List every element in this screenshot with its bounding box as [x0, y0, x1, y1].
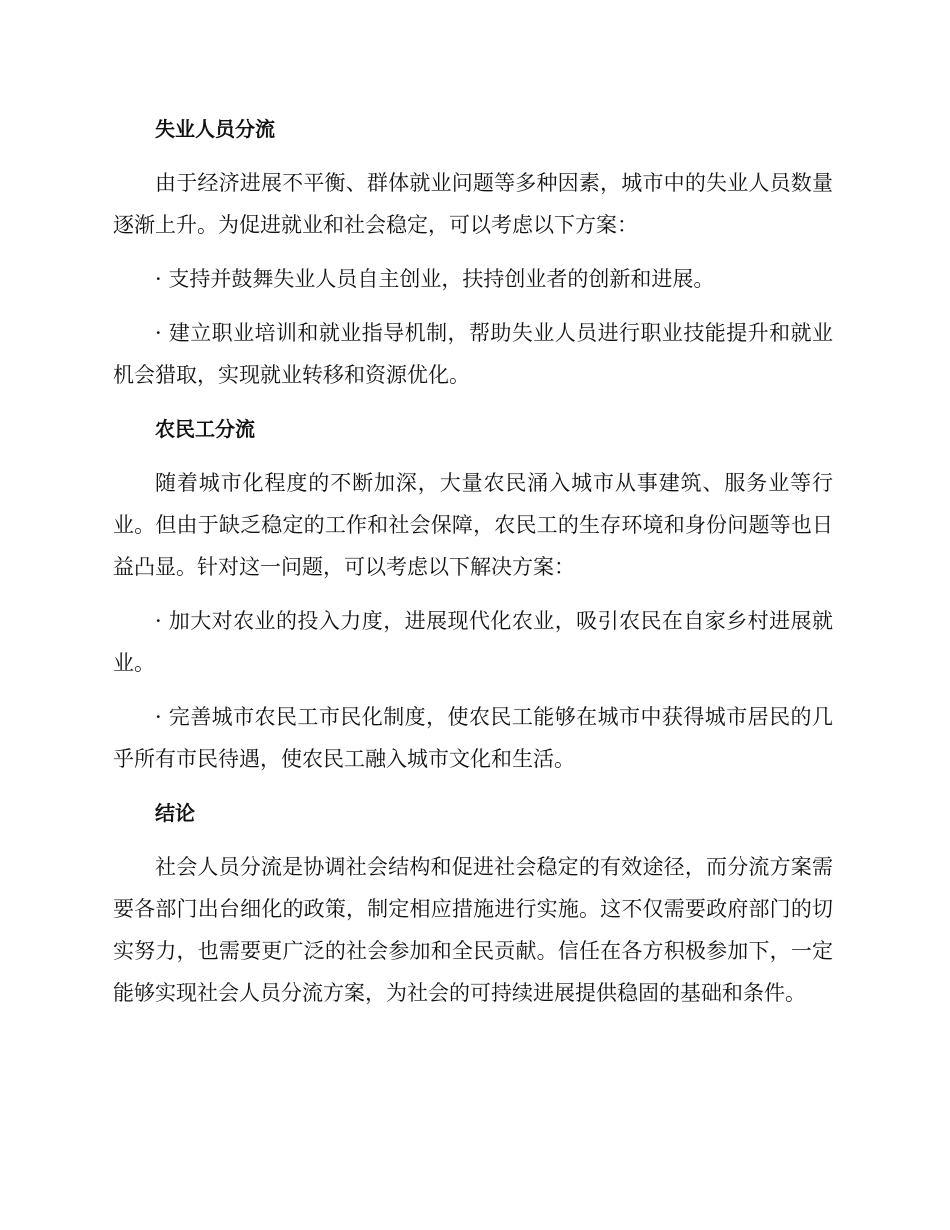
- bullet-vocational-training: · 建立职业培训和就业指导机制，帮助失业人员进行职业技能提升和就业机会猎取，实现就业转移和资源优化。: [113, 321, 833, 387]
- paragraph-migrant-intro: 随着城市化程度的不断加深，大量农民涌入城市从事建筑、服务业等行业。但由于缺乏稳定的工作和社会保障，农民工的生存环境和身份问题等也日益凸显。针对这一问题，可以考虑以下解决方案：: [113, 471, 833, 579]
- section-heading-unemployed: 失业人员分流: [155, 117, 275, 141]
- bullet-urban-citizenship: · 完善城市农民工市民化制度，使农民工能够在城市中获得城市居民的几乎所有市民待遇，使农民工融入城市文化和生活。: [113, 705, 833, 771]
- section-heading-conclusion: 结论: [155, 801, 195, 825]
- bullet-agriculture-investment: · 加大对农业的投入力度，进展现代化农业，吸引农民在自家乡村进展就业。: [113, 609, 833, 675]
- paragraph-unemployed-intro: 由于经济进展不平衡、群体就业问题等多种因素，城市中的失业人员数量逐渐上升。为促进就业和社会稳定，可以考虑以下方案：: [113, 171, 833, 237]
- section-heading-migrant-workers: 农民工分流: [155, 417, 255, 441]
- document-page: [113, 108, 833, 1014]
- paragraph-conclusion: 社会人员分流是协调社会结构和促进社会稳定的有效途径，而分流方案需要各部门出台细化的政策，制定相应措施进行实施。这不仅需要政府部门的切实努力，也需要更广泛的社会参加和全民贡献。信任在各方积极参加下，一定能够实现社会人员分流方案，为社会的可持续进展提供稳固的基础和条件。: [113, 855, 833, 1005]
- bullet-entrepreneurship: · 支持并鼓舞失业人员自主创业，扶持创业者的创新和进展。: [155, 267, 715, 291]
